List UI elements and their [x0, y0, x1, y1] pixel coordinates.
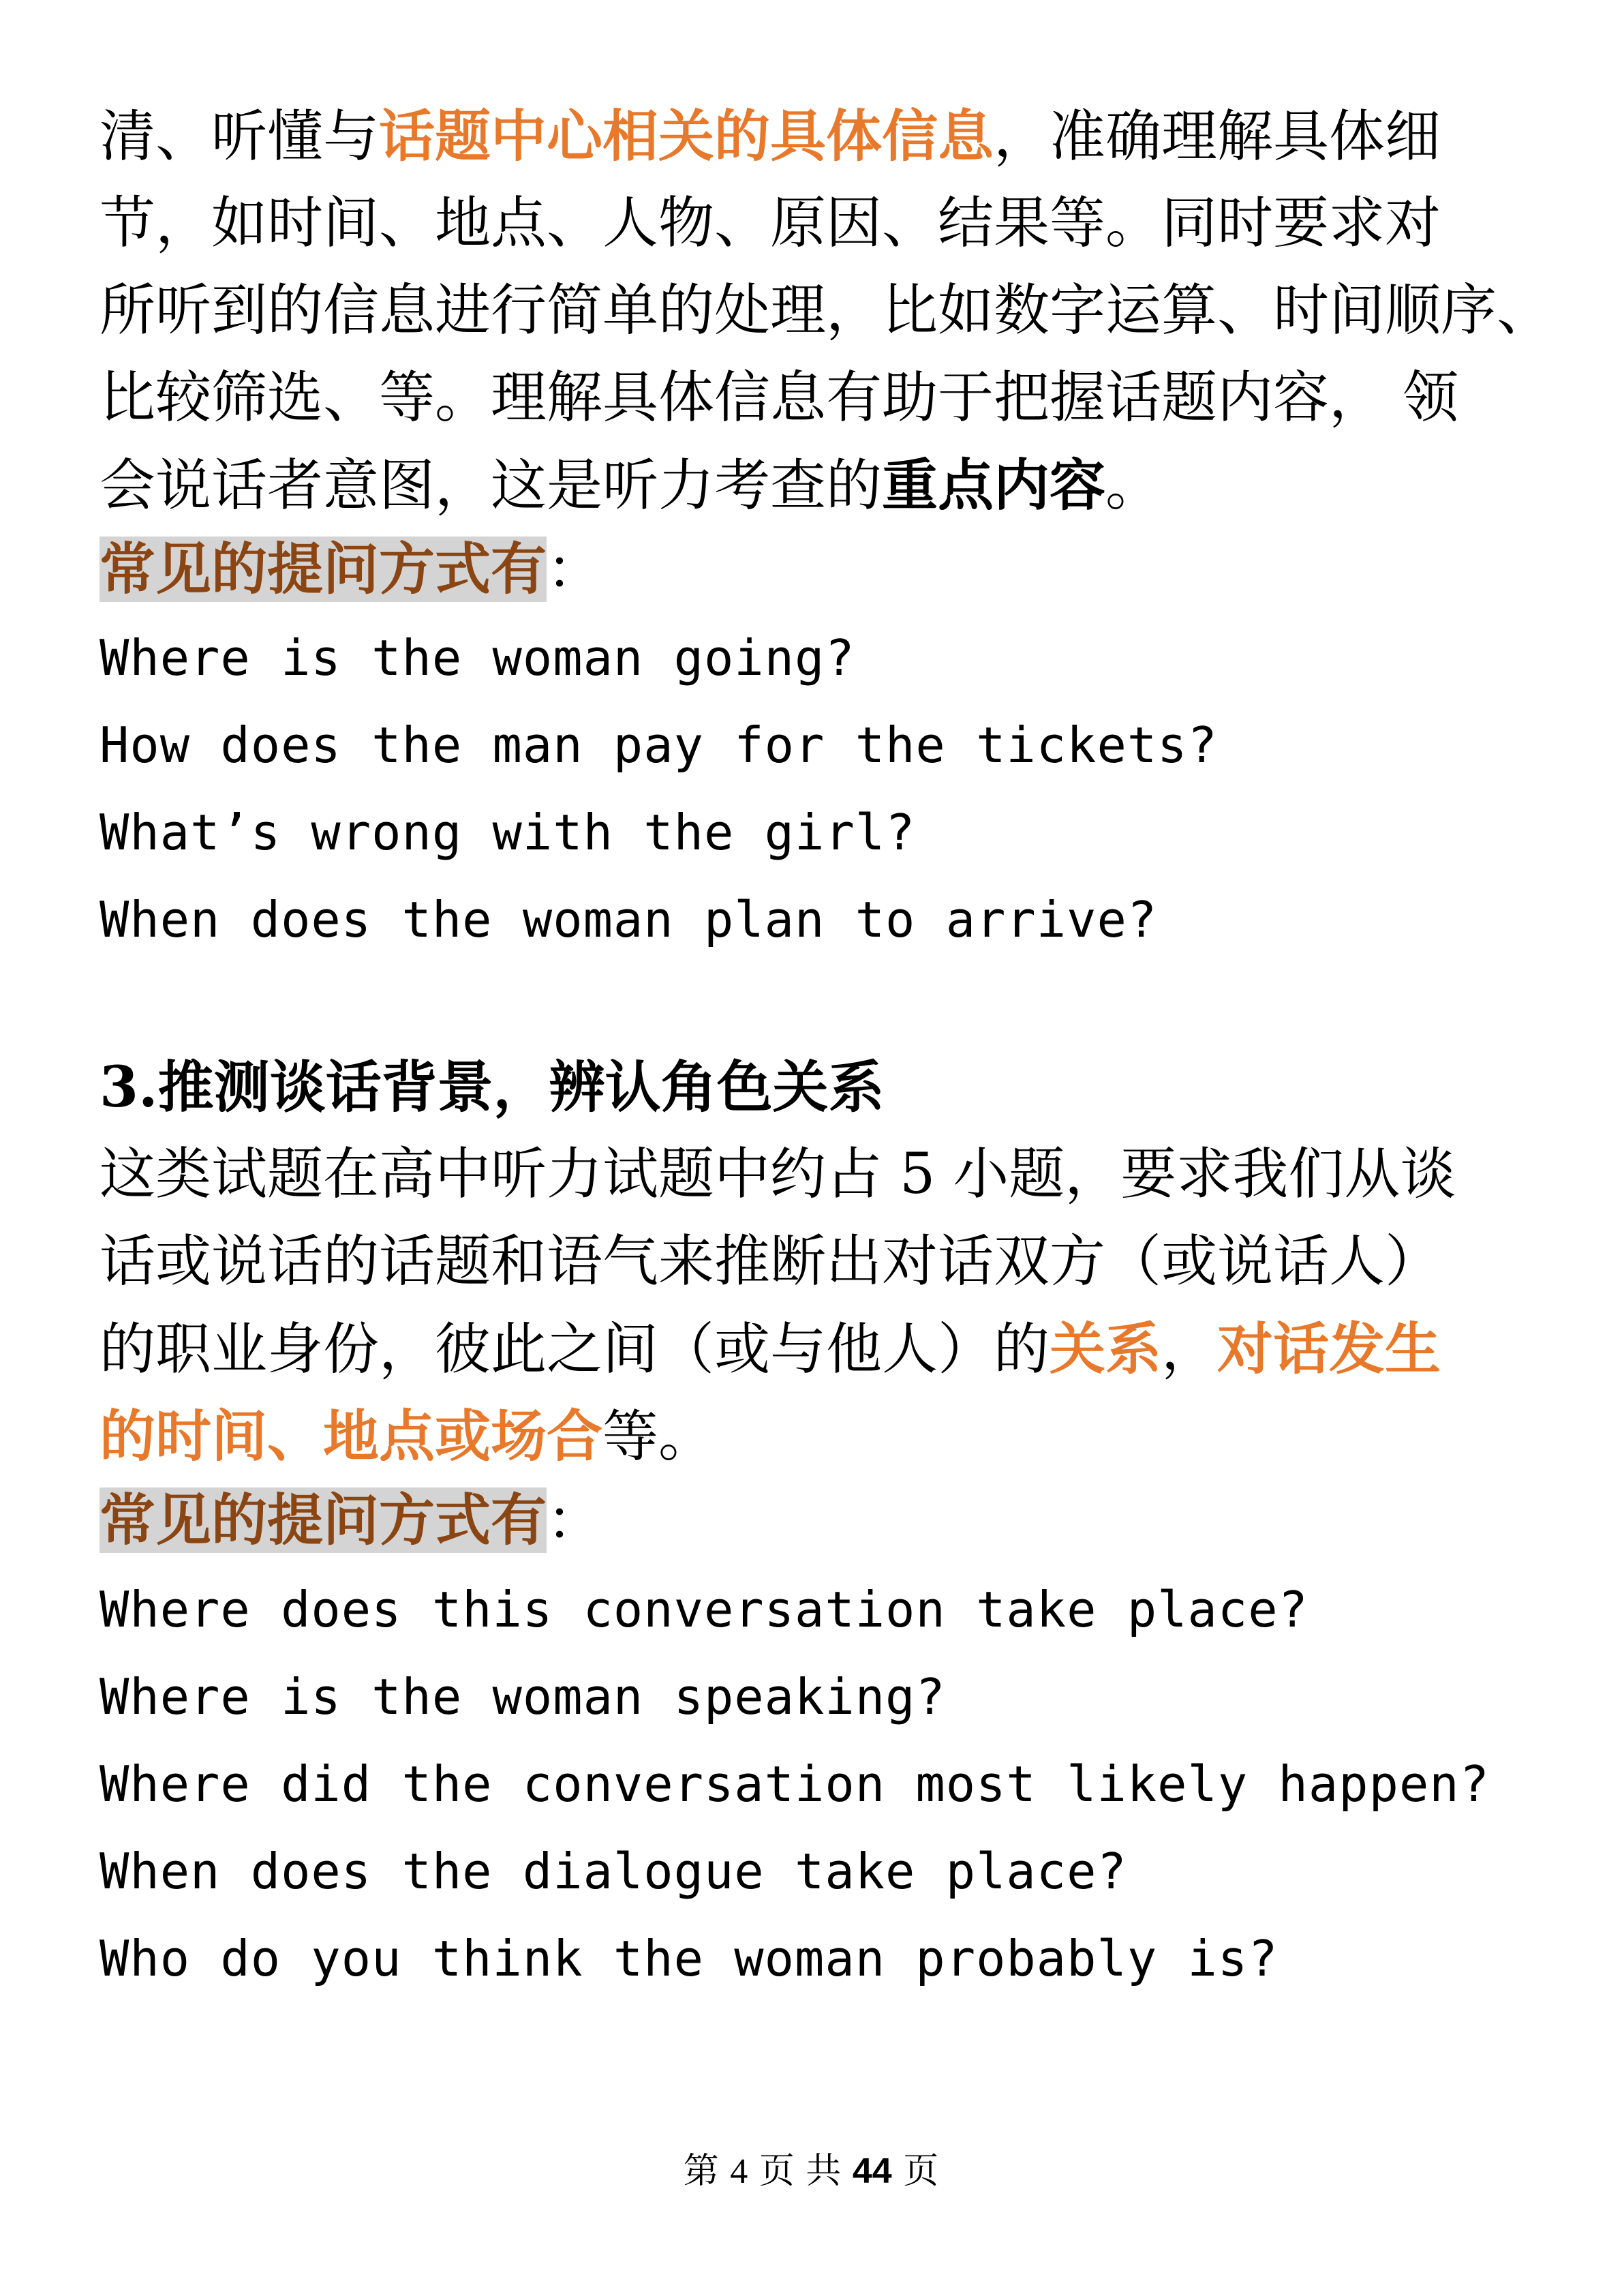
paragraph-1-line-3: 所听到的信息进行简单的处理，比如数字运算、时间顺序、	[100, 278, 1553, 343]
section-heading: 3.推测谈话背景，辨认角色关系	[100, 1055, 885, 1120]
text: 第	[683, 2151, 719, 2192]
question-item: Where did the conversation most likely happen?	[100, 1755, 1490, 1813]
question-item: What’s wrong with the girl?	[100, 804, 916, 861]
text: ，	[1161, 1317, 1218, 1382]
question-item: Where does this conversation take place?	[100, 1581, 1309, 1638]
text: 的职业身份，彼此之间（或与他人）的	[100, 1317, 1050, 1382]
section-3-line-1: 这类试题在高中听力试题中约占 5 小题，要求我们从谈	[100, 1142, 1456, 1207]
total-page-count: 44	[852, 2151, 892, 2191]
question-item: Where is the woman speaking?	[100, 1668, 946, 1725]
text: 页 共	[759, 2151, 842, 2192]
text: 。	[1105, 453, 1162, 518]
question-item: Where is the woman going?	[100, 629, 855, 686]
bold-text: 重点内容	[882, 453, 1106, 518]
question-types-label	[100, 1486, 602, 1555]
text: 会说话者意图，这是听力考查的	[100, 453, 883, 518]
question-types-label	[100, 535, 602, 604]
current-page-number: 4	[730, 2152, 748, 2191]
highlighted-label: 常见的提问方式有	[100, 1487, 547, 1553]
paragraph-1-line-1	[100, 102, 1441, 171]
paragraph-1-line-2: 节，如时间、地点、人物、原因、结果等。同时要求对	[100, 191, 1441, 256]
text: ：	[547, 1488, 603, 1553]
paragraph-1-line-4: 比较筛选、等。理解具体信息有助于把握话题内容， 领	[100, 365, 1459, 430]
page-number-footer	[0, 2147, 1622, 2196]
question-item: Who do you think the woman probably is?	[100, 1930, 1279, 1987]
text: ，准确理解具体细	[994, 104, 1441, 169]
section-3-line-4	[100, 1402, 714, 1471]
highlight-orange-text: 对话发生	[1217, 1316, 1441, 1382]
question-item: When does the woman plan to arrive?	[100, 891, 1158, 948]
paragraph-1-line-5	[100, 451, 1161, 520]
text: 等。	[602, 1404, 715, 1469]
text: 清、听懂与	[100, 104, 380, 169]
section-3-line-3	[100, 1315, 1441, 1384]
text: 页	[903, 2151, 939, 2192]
question-item: When does the dialogue take place?	[100, 1843, 1127, 1900]
highlighted-label: 常见的提问方式有	[100, 537, 547, 602]
question-item: How does the man pay for the tickets?	[100, 716, 1218, 774]
text: ：	[547, 537, 603, 602]
highlight-orange-text: 话题中心相关的具体信息	[379, 104, 994, 169]
highlight-orange-text: 关系	[1050, 1316, 1162, 1382]
highlight-orange-text: 的时间、地点或场合	[100, 1404, 603, 1469]
section-3-line-2: 话或说话的话题和语气来推断出对话双方（或说话人）	[100, 1229, 1441, 1294]
